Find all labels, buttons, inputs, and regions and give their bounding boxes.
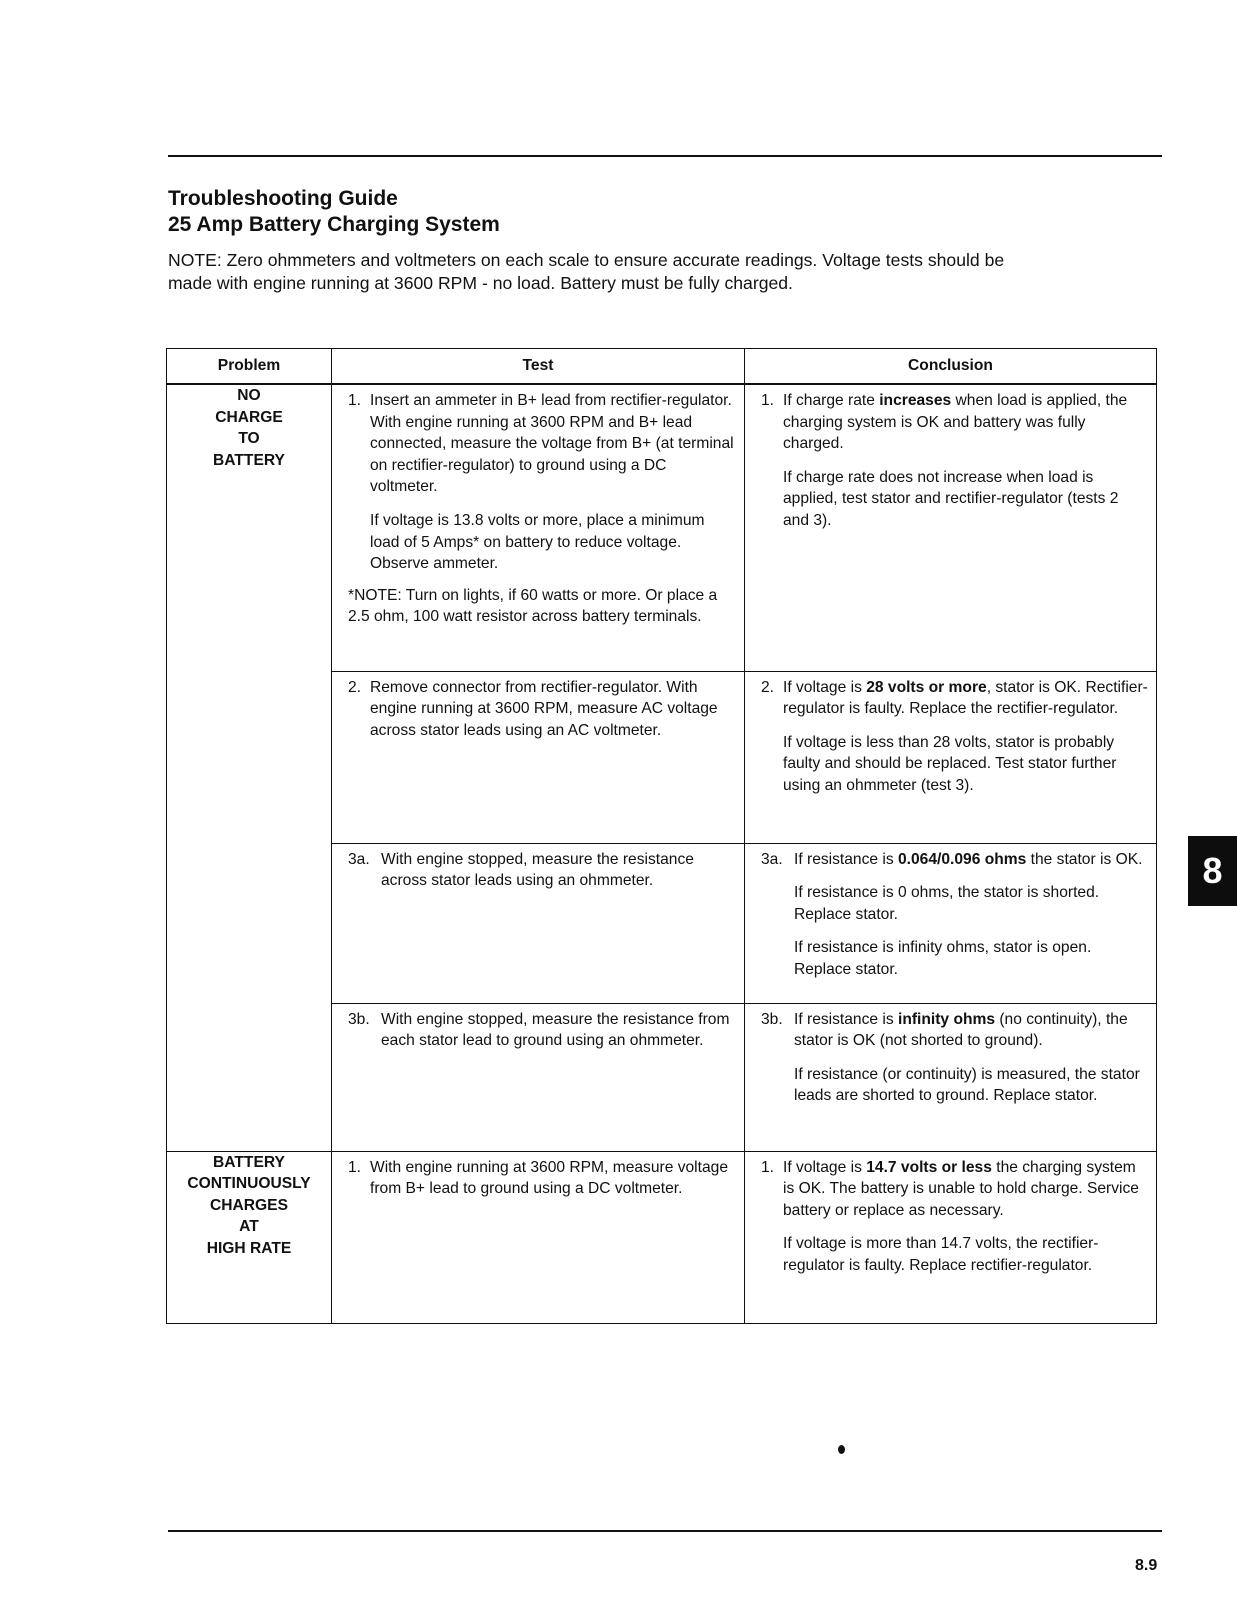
- test-cell: [332, 671, 745, 843]
- header-conclusion: Conclusion: [745, 349, 1157, 385]
- conclusion-cell: [745, 1003, 1157, 1151]
- test-cell: [332, 1151, 745, 1323]
- conclusion-text: If voltage is 14.7 volts or less the charging system is OK. The battery is unable to hold charge. Service battery or replace as necessary.: [783, 1158, 1139, 1219]
- section-tab: 8: [1188, 836, 1237, 906]
- header-problem: Problem: [167, 349, 332, 385]
- step-number: 2.: [348, 678, 362, 696]
- step-number: 1.: [761, 1158, 775, 1176]
- step-number: 3b.: [348, 1010, 370, 1028]
- step-number: 1.: [348, 1158, 362, 1176]
- conclusion-text: If charge rate does not increase when load is applied, test stator and rectifier-regulator (tests 2 and 3).: [783, 468, 1119, 529]
- header-test: Test: [332, 349, 745, 385]
- test-text: With engine stopped, measure the resistance across stator leads using an ohmmeter.: [381, 850, 694, 890]
- conclusion-text: If resistance is infinity ohms (no continuity), the stator is OK (not shorted to ground).: [794, 1010, 1128, 1050]
- troubleshooting-table: [166, 348, 1157, 1324]
- conclusion-cell: [745, 384, 1157, 671]
- table-row: [167, 1151, 1157, 1323]
- conclusion-text: If resistance is 0.064/0.096 ohms the stator is OK.: [794, 850, 1143, 868]
- step-number: 3b.: [761, 1010, 783, 1028]
- table-row: [167, 384, 1157, 671]
- top-rule: [168, 155, 1162, 157]
- step-number: 3a.: [348, 850, 370, 868]
- step-number: 1.: [348, 392, 362, 409]
- test-text: With engine stopped, measure the resistance from each stator lead to ground using an ohmmeter.: [381, 1010, 730, 1050]
- test-text: Insert an ammeter in B+ lead from rectifier-regulator. With engine running at 3600 RPM and B+ lead connected, measure the voltage from B+ (at terminal on rectifier-regulator) to ground using a DC voltmeter.: [370, 392, 734, 496]
- conclusion-cell: [745, 1151, 1157, 1323]
- problem-high-rate: BATTERY CONTINUOUSLY CHARGES AT HIGH RATE: [167, 1151, 332, 1323]
- intro-note: NOTE: Zero ohmmeters and voltmeters on each scale to ensure accurate readings. Voltage tests should be made with engine running at 3600 RPM - no load. Battery must be fully charged.: [168, 250, 1005, 293]
- table-header-row: [167, 349, 1157, 385]
- conclusion-cell: [745, 671, 1157, 843]
- test-cell: [332, 843, 745, 1003]
- conclusion-text: If charge rate increases when load is applied, the charging system is OK and battery was fully charged.: [783, 392, 1128, 453]
- bullet-mark: [838, 1445, 845, 1454]
- conclusion-text: If resistance is infinity ohms, stator is open. Replace stator.: [794, 939, 1092, 978]
- bottom-rule: [168, 1530, 1162, 1532]
- page-title: [168, 186, 500, 238]
- step-number: 1.: [761, 392, 775, 409]
- title-line-2: 25 Amp Battery Charging System: [168, 213, 500, 236]
- conclusion-cell: [745, 843, 1157, 1003]
- test-text: If voltage is 13.8 volts or more, place a minimum load of 5 Amps* on battery to reduce voltage. Observe ammeter.: [370, 511, 705, 573]
- test-footnote: *NOTE: Turn on lights, if 60 watts or more. Or place a 2.5 ohm, 100 watt resistor across battery terminals.: [348, 586, 718, 626]
- test-text: With engine running at 3600 RPM, measure voltage from B+ lead to ground using a DC voltmeter.: [370, 1158, 728, 1198]
- conclusion-text: If resistance is 0 ohms, the stator is shorted. Replace stator.: [794, 884, 1100, 923]
- conclusion-text: If voltage is 28 volts or more, stator is OK. Rectifier-regulator is faulty. Replace the rectifier-regulator.: [783, 678, 1148, 718]
- test-cell: [332, 1003, 745, 1151]
- test-cell: [332, 384, 745, 671]
- conclusion-text: If voltage is more than 14.7 volts, the rectifier-regulator is faulty. Replace rectifier-regulator.: [783, 1235, 1099, 1274]
- problem-no-charge: NO CHARGE TO BATTERY: [167, 384, 332, 1151]
- conclusion-text: If resistance (or continuity) is measured, the stator leads are shorted to ground. Replace stator.: [794, 1065, 1140, 1105]
- test-text: Remove connector from rectifier-regulator. With engine running at 3600 RPM, measure AC voltage across stator leads using an AC voltmeter.: [370, 678, 718, 739]
- page-number: 8.9: [1135, 1557, 1158, 1574]
- title-line-1: Troubleshooting Guide: [168, 187, 398, 210]
- step-number: 3a.: [761, 850, 783, 868]
- step-number: 2.: [761, 678, 775, 696]
- conclusion-text: If voltage is less than 28 volts, stator is probably faulty and should be replaced. Test stator further using an ohmmeter (test 3).: [783, 733, 1117, 794]
